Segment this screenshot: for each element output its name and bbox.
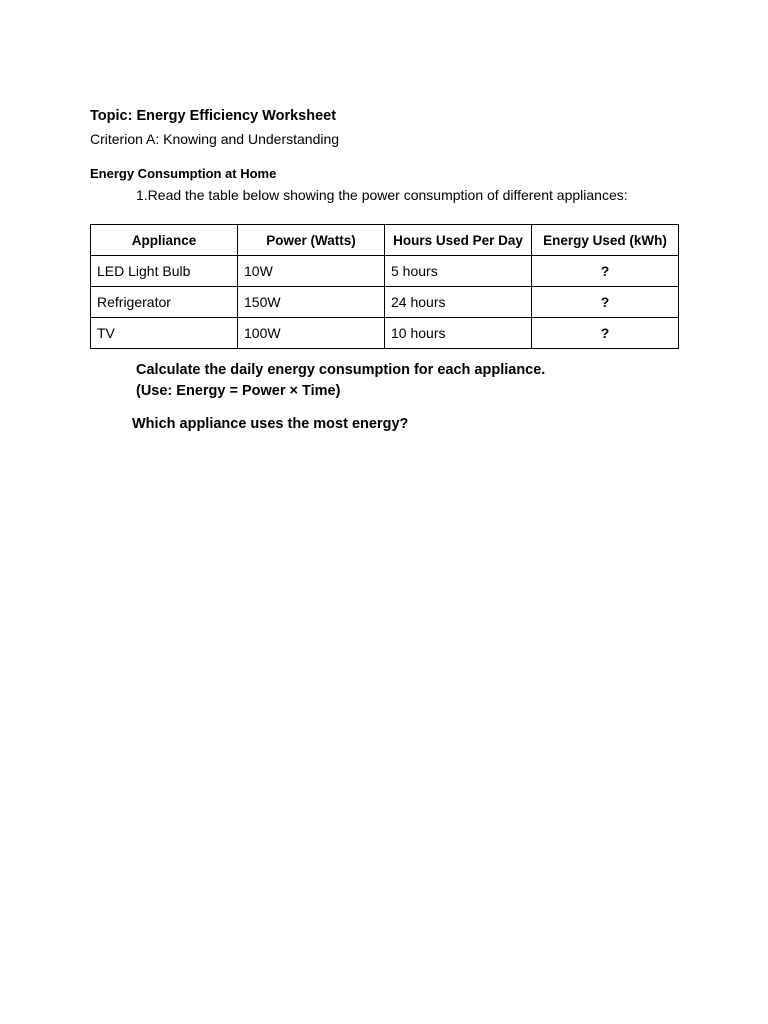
cell-appliance: LED Light Bulb [91,256,238,287]
cell-energy: ? [532,287,679,318]
page-title: Topic: Energy Efficiency Worksheet [90,108,337,124]
cell-power: 10W [238,256,385,287]
calculate-instruction: Calculate the daily energy consumption for each appliance. [136,362,546,378]
cell-hours: 10 hours [385,318,532,349]
cell-hours: 24 hours [385,287,532,318]
header-hours: Hours Used Per Day [385,225,532,256]
formula-hint: (Use: Energy = Power × Time) [136,383,341,399]
cell-energy: ? [532,256,679,287]
appliance-energy-table [90,224,679,349]
cell-energy: ? [532,318,679,349]
instruction-text: 1.Read the table below showing the power consumption of different appliances: [136,187,628,203]
section-heading: Energy Consumption at Home [90,166,277,181]
cell-appliance: Refrigerator [91,287,238,318]
header-energy: Energy Used (kWh) [532,225,679,256]
header-power: Power (Watts) [238,225,385,256]
cell-power: 150W [238,287,385,318]
criterion-text: Criterion A: Knowing and Understanding [90,131,340,147]
table-row [91,287,679,318]
table-header-row [91,225,679,256]
cell-power: 100W [238,318,385,349]
table-row [91,256,679,287]
question-text: Which appliance uses the most energy? [132,416,409,432]
cell-appliance: TV [91,318,238,349]
calculation-prompt [136,360,545,402]
header-appliance: Appliance [91,225,238,256]
table-row [91,318,679,349]
cell-hours: 5 hours [385,256,532,287]
